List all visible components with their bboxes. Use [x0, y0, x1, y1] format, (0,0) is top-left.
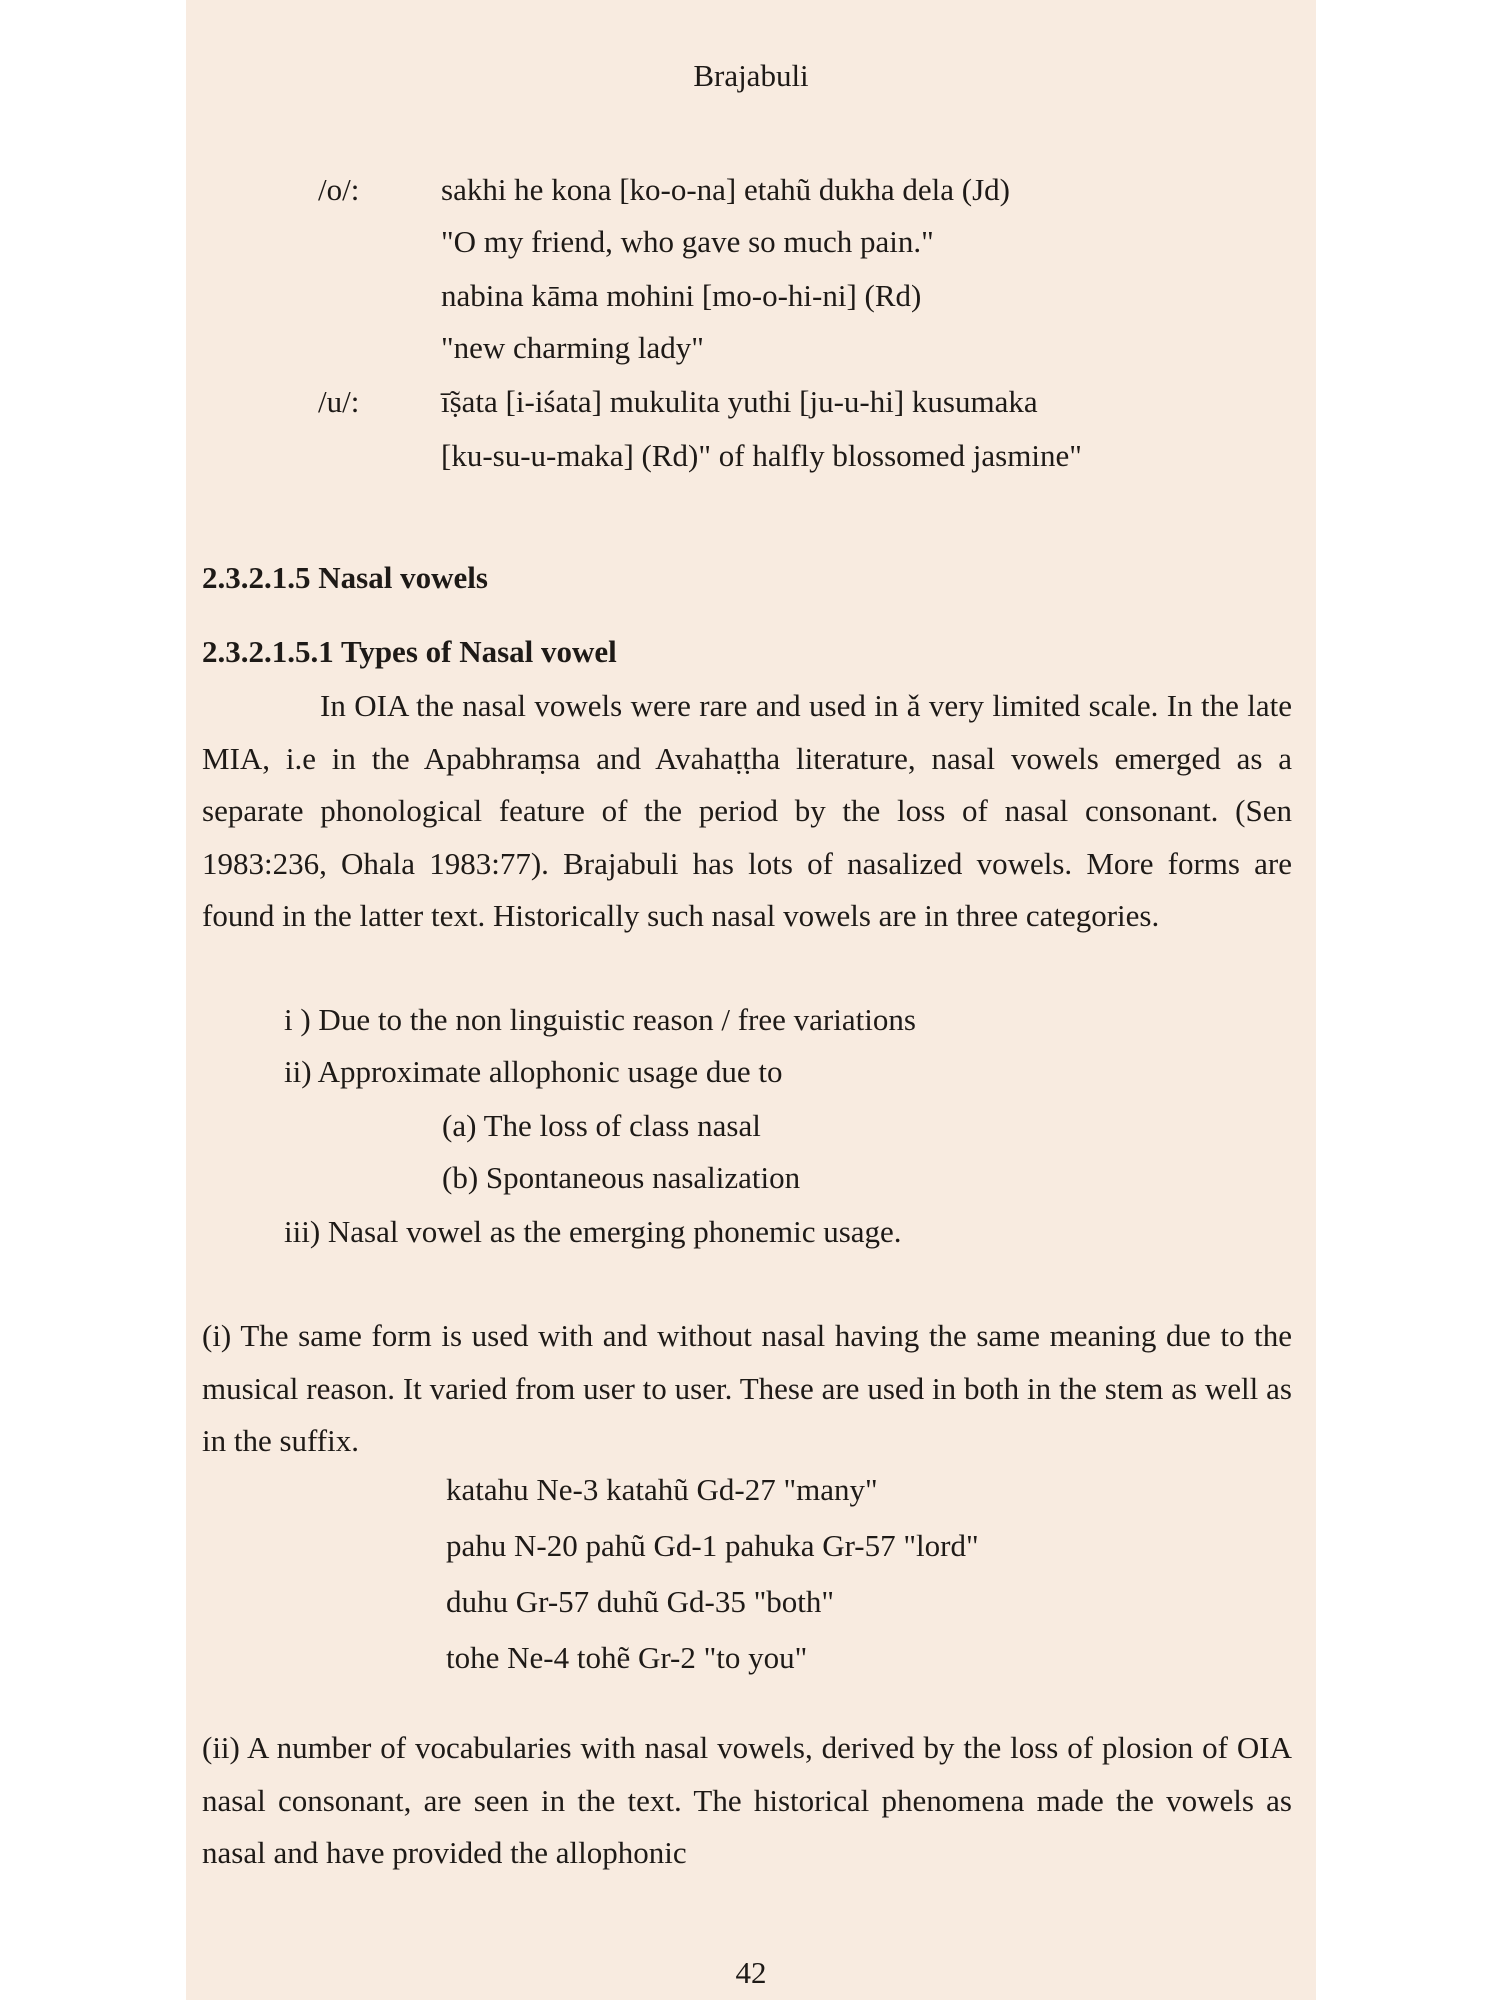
list-item: i ) Due to the non linguistic reason / free variations — [284, 1002, 916, 1037]
list-subitem: (b) Spontaneous nasalization — [442, 1160, 801, 1195]
list-item: iii) Nasal vowel as the emerging phonemic usage. — [284, 1214, 902, 1249]
form-example: pahu N-20 pahũ Gd-1 pahuka Gr-57 "lord" — [446, 1528, 979, 1563]
running-header: Brajabuli — [693, 58, 809, 93]
example-line: sakhi he kona [ko-o-na] etahũ dukha dela (Jd) — [441, 172, 1010, 207]
form-example: katahu Ne-3 katahũ Gd-27 "many" — [446, 1472, 878, 1507]
form-example: tohe Ne-4 tohẽ Gr-2 "to you" — [446, 1640, 808, 1675]
example-line: "O my friend, who gave so much pain." — [441, 224, 934, 259]
body-paragraph: In OIA the nasal vowels were rare and used in ǎ very limited scale. In the late MIA, i.e in the Apabhraṃsa and Avahaṭṭha literature, nasal vowels emerged as a separate phonological feature of the period by the loss of nasal consonant. (Sen 1983:236, Ohala 1983:77). Brajabuli has lots of nasalized vowels. More forms are found in the latter text. Historically such nasal vowels are in three categories. — [202, 688, 1292, 933]
body-paragraph: (ii) A number of vocabularies with nasal vowels, derived by the loss of plosion of OIA nasal consonant, are seen in the text. The historical phenomena made the vowels as nasal and have provided the allophonic — [202, 1730, 1292, 1870]
book-page — [186, 0, 1316, 2000]
example-line: ī̃ṣata [i-iśata] mukulita yuthi [ju-u-hi] kusumaka — [441, 384, 1038, 419]
example-line: [ku-su-u-maka] (Rd)" of halfly blossomed jasmine" — [441, 438, 1082, 473]
list-subitem: (a) The loss of class nasal — [442, 1108, 761, 1143]
list-item: ii) Approximate allophonic usage due to — [284, 1054, 783, 1089]
body-paragraph: (i) The same form is used with and without nasal having the same meaning due to the musical reason. It varied from user to user. These are used in both in the stem as well as in the suffix. — [202, 1318, 1292, 1458]
subsection-heading: 2.3.2.1.5.1 Types of Nasal vowel — [202, 634, 617, 669]
form-example: duhu Gr-57 duhũ Gd-35 "both" — [446, 1584, 835, 1619]
page-number: 42 — [735, 1955, 767, 1990]
example-label-o: /o/: — [318, 172, 360, 207]
example-label-u: /u/: — [318, 384, 360, 419]
section-heading: 2.3.2.1.5 Nasal vowels — [202, 560, 488, 595]
example-line: nabina kāma mohini [mo-o-hi-ni] (Rd) — [441, 278, 922, 313]
example-line: "new charming lady" — [441, 330, 704, 365]
